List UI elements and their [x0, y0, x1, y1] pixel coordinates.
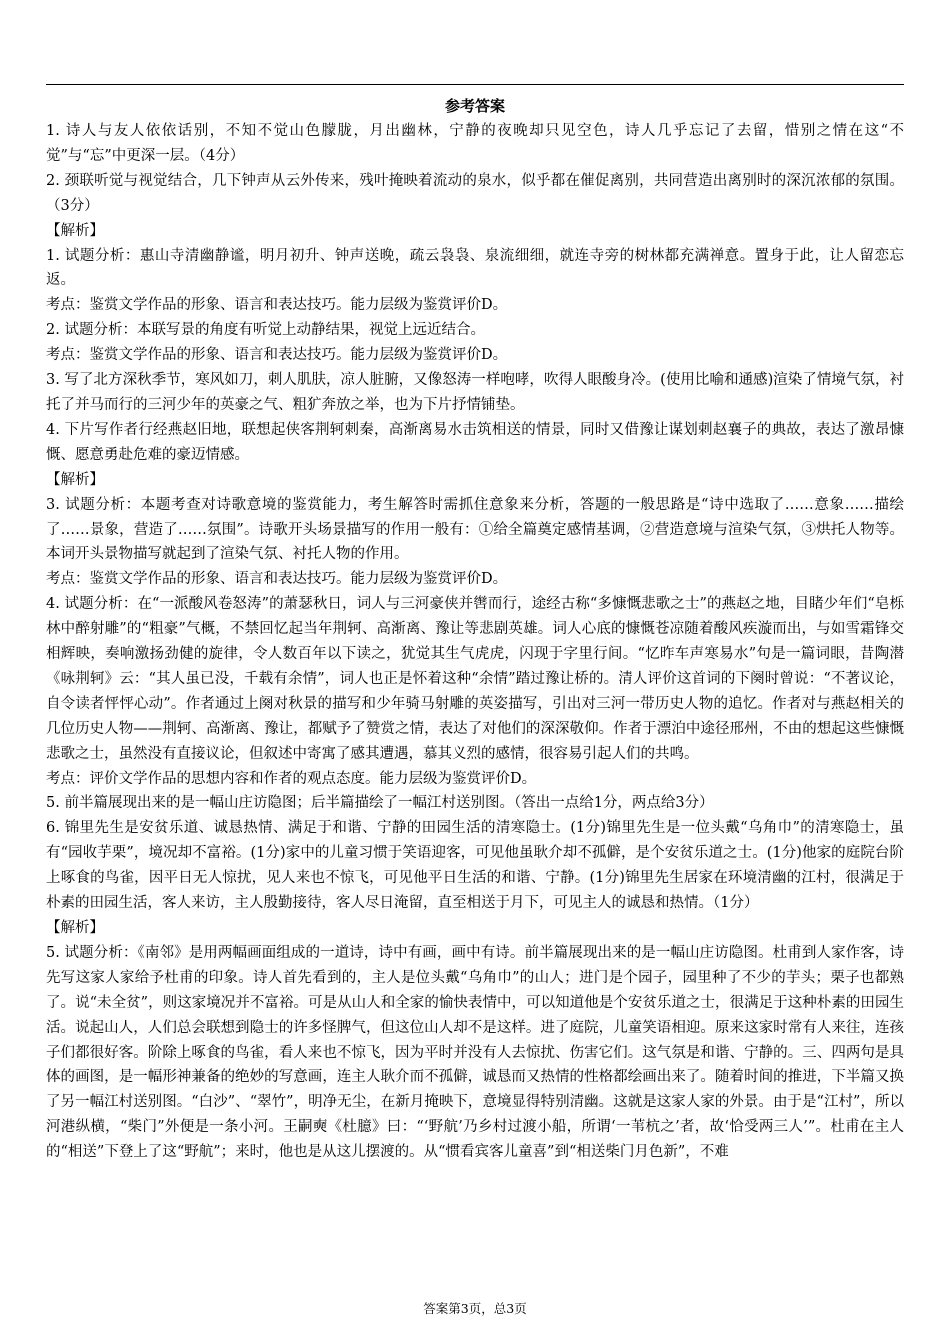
- paragraph: 5. 前半篇展现出来的是一幅山庄访隐图；后半篇描绘了一幅江村送别图。（答出一点给1分，两点给3分）: [46, 795, 714, 812]
- paragraph: 考点：鉴赏文学作品的形象、语言和表达技巧。能力层级为鉴赏评价D。: [46, 297, 508, 314]
- paragraph: 考点：鉴赏文学作品的形象、语言和表达技巧。能力层级为鉴赏评价D。: [46, 347, 508, 364]
- paragraph: 1. 诗人与友人依依话别，不知不觉山色朦胧，月出幽林，宁静的夜晚却只见空色，诗人几乎忘记了去留，惜别之情在这“不觉”与“忘”中更深一层。（4分）: [46, 123, 904, 164]
- paragraph: 4. 下片写作者行经燕赵旧地，联想起侠客荆轲刺秦，高渐离易水击筑相送的情景，同时又借豫让谋划刺赵襄子的典故，表达了激昂慷慨、愿意勇赴危难的豪迈情感。: [46, 421, 904, 463]
- paragraph: 6. 锦里先生是安贫乐道、诚恳热情、满足于和谐、宁静的田园生活的清寒隐士。(1分)锦里先生是一位头戴“乌角巾”的清寒隐士，虽有“园收芋栗”，境况却不富裕。(1分)家中的儿童习惯于笑语迎客，可见他虽耿介却不孤僻，是个安贫乐道之士。(1分)他家的庭院台阶上啄食的鸟雀，因平日无人惊扰，见人来也不惊飞，可见他平日生活的和谐、宁静。(1分)锦里先生居家在环境清幽的江村，很满足于朴素的田园生活，客人来访，主人殷勤接待，客人尽日淹留，直至相送于月下，可见主人的诚恳和热情。（1分）: [46, 820, 904, 912]
- paragraph: 3. 写了北方深秋季节，寒风如刀，刺人肌肤，凉人脏腑，又像怒涛一样咆哮，吹得人眼酸身冷。(使用比喻和通感)渲染了情境气氛，衬托了并马而行的三河少年的英豪之气、粗犷奔放之举，也为下片抒情铺垫。: [46, 372, 904, 413]
- paragraph: 【解析】: [46, 920, 104, 936]
- page-footer: 答案第3页，总3页: [423, 1301, 527, 1316]
- page-title: 参考答案: [444, 97, 505, 115]
- paragraph: 【解析】: [46, 471, 104, 488]
- paragraph: 3. 试题分析：本题考查对诗歌意境的鉴赏能力，考生解答时需抓住意象来分析，答题的一般思路是“诗中选取了……意象……描绘了……景象，营造了……氛围”。诗歌开头场景描写的作用一般有：①给全篇奠定感情基调，②营造意境与渲染气氛，③烘托人物等。本词开头景物描写就起到了渲染气氛、衬托人物的作用。: [46, 496, 904, 563]
- paragraph: 2. 颈联听觉与视觉结合，几下钟声从云外传来，残叶掩映着流动的泉水，似乎都在催促离别，共同营造出离别时的深沉浓郁的氛围。（3分）: [46, 172, 904, 214]
- paragraph: 考点：鉴赏文学作品的形象、语言和表达技巧。能力层级为鉴赏评价D。: [46, 571, 508, 588]
- answer-content: [46, 119, 904, 1165]
- paragraph: 1. 试题分析：惠山寺清幽静谧，明月初升、钟声送晚，疏云袅袅、泉流细细，就连寺旁的树林都充满禅意。置身于此，让人留恋忘返。: [46, 247, 904, 289]
- paragraph: 2. 试题分析：本联写景的角度有听觉上动静结果，视觉上远近结合。: [46, 322, 485, 339]
- paragraph: 4. 试题分析：在“一派酸风卷怒涛”的萧瑟秋日，词人与三河豪侠并辔而行，途经古称“多慷慨悲歌之士”的燕赵之地，目睹少年们“皂栎林中醉射雕”的“粗豪”气概，不禁回忆起当年荆轲、高渐离、豫让等悲剧英雄。词人心底的慷慨苍凉随着酸风疾漩而出，与如雪霜锋交相辉映，奏响激扬劲健的旋律，令人数百年以下读之，犹觉其生气虎虎，闪现于字里行间。“忆昨车声寒易水”句是一篇词眼，昔陶潜《咏荆轲》云：“其人虽已没，千载有余情”，词人也正是怀着这种“余情”踏过豫让桥的。清人评价这首词的下阕时曾说：“不著议论，自令读者怦怦心动”。作者通过上阕对秋景的描写和少年骑马射雕的英姿描写，引出对三河一带历史人物的追忆。作者对与燕赵相关的几位历史人物——荆轲、高渐离、豫让，都赋予了赞赏之情，表达了对他们的深深敬仰。作者于漂泊中途径邢州，不由的想起这些慷慨悲歌之士，虽然没有直接议论，但叙述中寄寓了感其遭遇，慕其义烈的感情，很容易引起人们的共鸣。: [46, 596, 904, 762]
- paragraph: 5. 试题分析：《南邻》是用两幅画面组成的一道诗，诗中有画，画中有诗。前半篇展现出来的是一幅山庄访隐图。杜甫到人家作客，诗先写这家人家给予杜甫的印象。诗人首先看到的，主人是位头戴“乌角巾”的山人；进门是个园子，园里种了不少的芋头；栗子也都熟了。说“未全贫”，则这家境况并不富裕。可是从山人和全家的愉快表情中，可以知道他是个安贫乐道之士，很满足于这种朴素的田园生活。说起山人，人们总会联想到隐士的许多怪脾气，但这位山人却不是这样。进了庭院，儿童笑语相迎。原来这家时常有人来往，连孩子们都很好客。阶除上啄食的鸟雀，看人来也不惊飞，因为平时并没有人去惊扰、伤害它们。这气氛是和谐、宁静的。三、四两句是具体的画图，是一幅形神兼备的绝妙的写意画，连主人耿介而不孤僻，诚恳而又热情的性格都绘画出来了。随着时间的推进，下半篇又换了另一幅江村送别图。“白沙”、“翠竹”，明净无尘，在新月掩映下，意境显得特别清幽。这就是这家人家的外景。由于是“江村”，所以河港纵横，“柴门”外便是一条小河。王嗣奭《杜臆》曰：“‘野航’乃乡村过渡小船，所谓‘一苇杭之’者，故‘恰受两三人’”。杜甫在主人的“相送”下登上了这“野航”；来时，他也是从这儿摆渡的。从“惯看宾客儿童喜”到“相送柴门月色新”，不难: [46, 944, 904, 1161]
- paragraph: 【解析】: [46, 222, 104, 239]
- header-rule: [46, 84, 904, 85]
- paragraph: 考点：评价文学作品的思想内容和作者的观点态度。能力层级为鉴赏评价D。: [46, 770, 537, 787]
